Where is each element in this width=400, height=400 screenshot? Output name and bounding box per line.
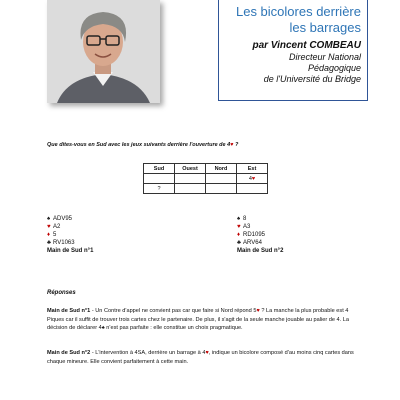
bid-cell-est: [237, 174, 268, 184]
bid-cell: [175, 174, 206, 184]
hand-spades: [237, 215, 283, 223]
hand-hearts: [47, 223, 93, 231]
bidding-header-row: [144, 164, 268, 174]
heart-suit-icon: ♥: [230, 142, 234, 148]
hand-hearts: [237, 223, 283, 231]
header-nord: Nord: [206, 164, 237, 174]
diamonds-cards: RD1095: [243, 232, 266, 238]
header-est: Est: [237, 164, 268, 174]
author-role-1: Directeur National: [288, 52, 361, 62]
answer-text: , indique un bicolore composé d'au moins cinq cartes dans chaque mineure. Elle convient parfaitement à cette main.: [47, 350, 354, 365]
reponses-heading: Réponses: [47, 290, 76, 296]
hand-label: Main de Sud n°1: [47, 248, 94, 254]
answer-paragraph-2: [47, 349, 357, 366]
question-text: [47, 142, 238, 148]
diamond-icon: ♦: [237, 232, 241, 238]
author-role-2: Pédagogique: [307, 63, 361, 73]
diamond-icon: ♦: [47, 232, 51, 238]
hand-sud-1: [47, 215, 93, 255]
header-ouest: Ouest: [175, 164, 206, 174]
club-icon: ♣: [237, 240, 241, 246]
bidding-table: [143, 163, 268, 194]
answer-text: n'est pas parfaite : elle constitue un choix pragmatique.: [104, 325, 243, 331]
bid-cell: [175, 184, 206, 194]
hearts-cards: A2: [53, 224, 61, 230]
spades-cards: 8: [243, 216, 247, 222]
title-line-1: Les bicolores derrière: [235, 4, 361, 19]
hand-clubs: [237, 239, 283, 247]
bidding-row: [144, 174, 268, 184]
answer-text: - L'intervention à 4SA, derrière un barrage à 4: [90, 350, 206, 356]
header-sud: Sud: [144, 164, 175, 174]
answer-text: ? La manche la plus probable est 4 Piques car il suffit de trouver trois cartes chez le partenaire. De plus, il s'agit de la seule manche jouable au palier de 4. La décision de déclarer 4: [47, 308, 349, 331]
spade-icon: ♠: [101, 325, 105, 331]
bid-cell: [206, 174, 237, 184]
question-body: Que dites-vous en Sud avec les jeux suivants derrière l'ouverture de 4: [47, 142, 231, 148]
bid-level: 4: [248, 175, 252, 182]
heart-suit-icon: ♥: [251, 175, 256, 182]
diamonds-cards: 5: [53, 232, 57, 238]
heart-suit-icon: ♥: [256, 308, 260, 314]
bid-cell: ?: [144, 184, 175, 194]
heart-icon: ♥: [237, 224, 241, 230]
heart-icon: ♥: [47, 224, 51, 230]
club-icon: ♣: [47, 240, 51, 246]
title-line-2: les barrages: [289, 20, 361, 35]
bid-cell: [206, 184, 237, 194]
hand-spades: [47, 215, 93, 223]
bidding-row: [144, 184, 268, 194]
hand-diamonds: [47, 231, 93, 239]
heart-suit-icon: ♥: [205, 350, 209, 356]
author-name: par Vincent COMBEAU: [252, 40, 361, 51]
author-role-3: de l'Université du Bridge: [263, 74, 361, 84]
hand-diamonds: [237, 231, 283, 239]
hand-clubs: [47, 239, 93, 247]
bid-cell: [144, 174, 175, 184]
hand-label: Main de Sud n°2: [237, 248, 284, 254]
spades-cards: ADV95: [53, 216, 73, 222]
answer-label: Main de Sud n°1: [47, 308, 91, 314]
spade-icon: ♠: [237, 216, 241, 222]
question-end: ?: [233, 142, 239, 148]
clubs-cards: RV1063: [53, 240, 75, 246]
answer-label: Main de Sud n°2: [47, 350, 91, 356]
hand-sud-2: [237, 215, 283, 255]
author-photo: [47, 0, 160, 103]
title-box: [218, 0, 368, 101]
portrait-image: [47, 0, 160, 103]
hearts-cards: A3: [243, 224, 251, 230]
clubs-cards: ARV64: [243, 240, 262, 246]
answer-paragraph-1: [47, 307, 357, 333]
answer-text: - Un Contre d'appel ne convient pas car que faire si Nord répond 5: [90, 308, 257, 314]
bid-cell: [237, 184, 268, 194]
spade-icon: ♠: [47, 216, 51, 222]
